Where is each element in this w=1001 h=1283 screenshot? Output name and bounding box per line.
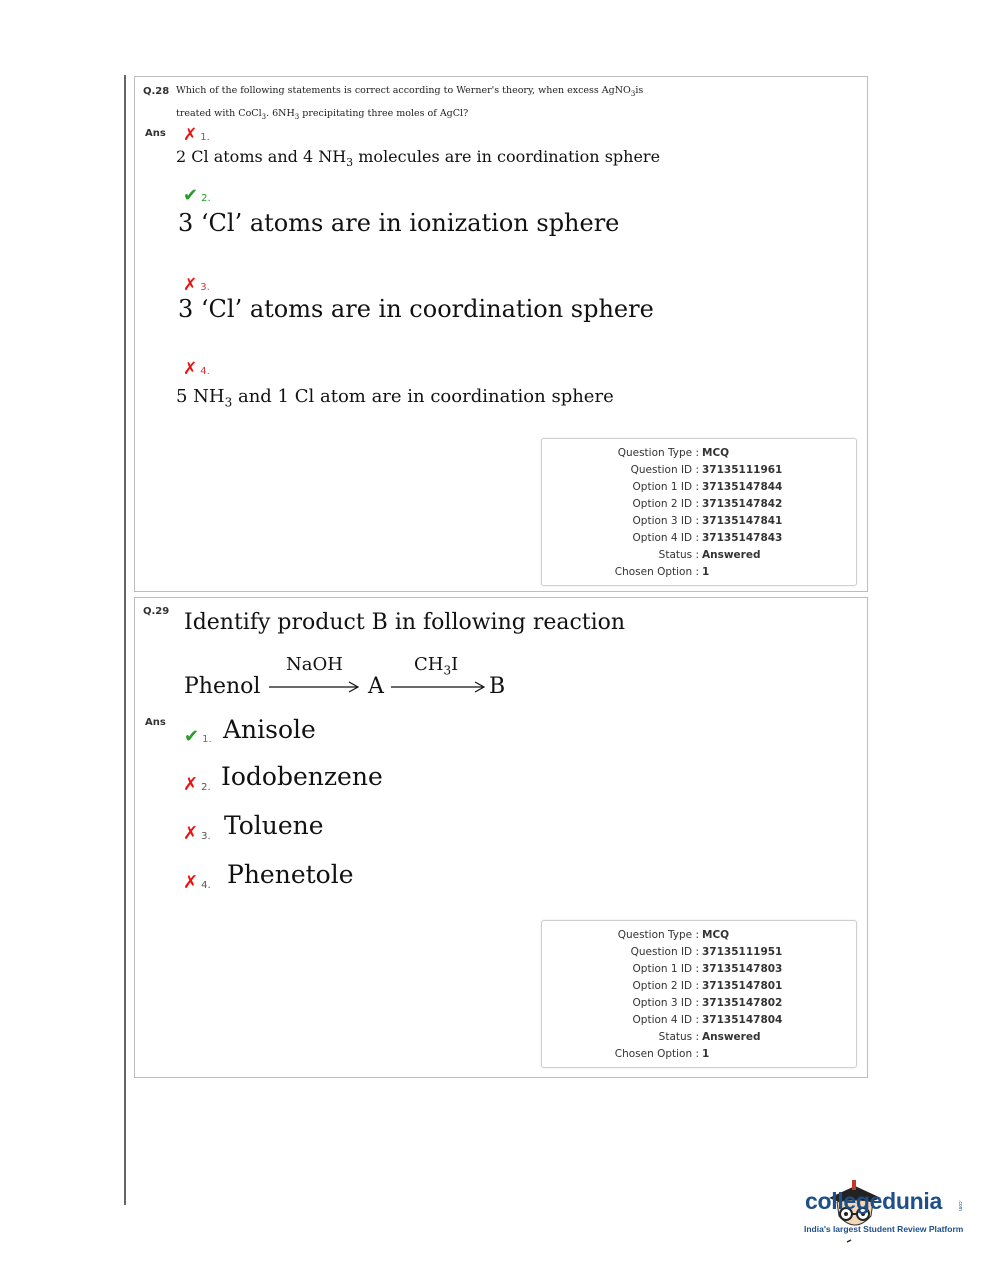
reaction-arrow-2 — [391, 680, 487, 694]
meta-row-question-id: Question ID : 37135111961 — [630, 464, 783, 476]
option-1-text: 2 Cl atoms and 4 $NH_3$ molecules are in coordination sphere — [176, 147, 661, 170]
option-3-status: ✗ 3. — [183, 275, 210, 295]
option-1-text: Anisole — [223, 715, 316, 744]
question-meta-panel — [541, 920, 857, 1068]
option-2-status: ✗ 2. — [183, 774, 211, 795]
meta-row-option-2-id: Option 2 ID : 37135147842 — [632, 498, 783, 510]
option-1-status: ✔ 1. — [184, 726, 212, 747]
answer-label: Ans — [145, 128, 166, 139]
meta-row-status: Status : Answered — [658, 549, 761, 561]
option-2-text: Iodobenzene — [221, 762, 383, 791]
cross-icon: ✗ — [183, 125, 198, 145]
question-text: Which of the following statements is correct according to Werner's theory, when excess AgNO$_3$is treated with CoCl$_3$. $6NH_3$ precipitating three moles of AgCl? — [176, 85, 644, 121]
meta-row-option-1-id: Option 1 ID : 37135147844 — [632, 481, 783, 493]
cross-icon: ✗ — [183, 872, 199, 893]
checkmark-icon: ✔ — [184, 726, 200, 747]
cross-icon: ✗ — [183, 774, 199, 795]
reaction-reagent-2: $CH_3I$ — [414, 654, 459, 678]
meta-row-option-4-id: Option 4 ID : 37135147843 — [632, 532, 783, 544]
reaction-reactant: Phenol — [184, 674, 261, 699]
meta-row-option-2-id: Option 2 ID : 37135147801 — [632, 980, 783, 992]
meta-row-option-3-id: Option 3 ID : 37135147802 — [632, 997, 783, 1009]
question-card-28 — [134, 76, 868, 592]
question-meta-panel — [541, 438, 857, 586]
reaction-product: B — [489, 674, 506, 699]
brand-dotcom: .com — [957, 1200, 963, 1211]
meta-row-option-1-id: Option 1 ID : 37135147803 — [632, 963, 783, 975]
reaction-arrow-1 — [269, 680, 361, 694]
meta-row-option-3-id: Option 3 ID : 37135147841 — [632, 515, 783, 527]
option-3-text: Toluene — [224, 811, 324, 840]
option-3-status: ✗ 3. — [183, 823, 211, 844]
option-2-text: 3 ‘Cl’ atoms are in ionization sphere — [178, 209, 620, 237]
cross-icon: ✗ — [183, 359, 198, 379]
meta-row-question-type: Question Type : MCQ — [617, 447, 730, 459]
left-margin-rule — [124, 75, 126, 1205]
meta-row-chosen-option: Chosen Option : 1 — [614, 1048, 710, 1060]
meta-row-question-id: Question ID : 37135111951 — [630, 946, 783, 958]
option-4-text: Phenetole — [227, 860, 354, 889]
reaction-reagent-1: NaOH — [286, 654, 343, 675]
answer-label: Ans — [145, 717, 166, 728]
cross-icon: ✗ — [183, 823, 199, 844]
checkmark-icon: ✔ — [183, 185, 199, 206]
option-4-status: ✗ 4. — [183, 359, 210, 379]
meta-row-option-4-id: Option 4 ID : 37135147804 — [632, 1014, 783, 1026]
option-1-status: ✗ 1. — [183, 125, 210, 145]
meta-row-question-type: Question Type : MCQ — [617, 929, 730, 941]
reaction-intermediate: A — [368, 674, 384, 699]
question-number: Q.29 — [143, 606, 170, 617]
option-4-text: 5 $NH_3$ and 1 Cl atom are in coordination sphere — [176, 386, 614, 410]
option-2-status: ✔ 2. — [183, 185, 211, 206]
question-text: Identify product B in following reaction — [184, 610, 626, 635]
brand-name: collegedunia — [805, 1188, 942, 1214]
brand-tagline: India's largest Student Review Platform — [804, 1224, 964, 1234]
question-number: Q.28 — [143, 86, 170, 97]
meta-row-chosen-option: Chosen Option : 1 — [614, 566, 710, 578]
cross-icon: ✗ — [183, 275, 198, 295]
option-4-status: ✗ 4. — [183, 872, 211, 893]
meta-row-status: Status : Answered — [658, 1031, 761, 1043]
option-3-text: 3 ‘Cl’ atoms are in coordination sphere — [178, 295, 654, 323]
question-card-29 — [134, 597, 868, 1078]
